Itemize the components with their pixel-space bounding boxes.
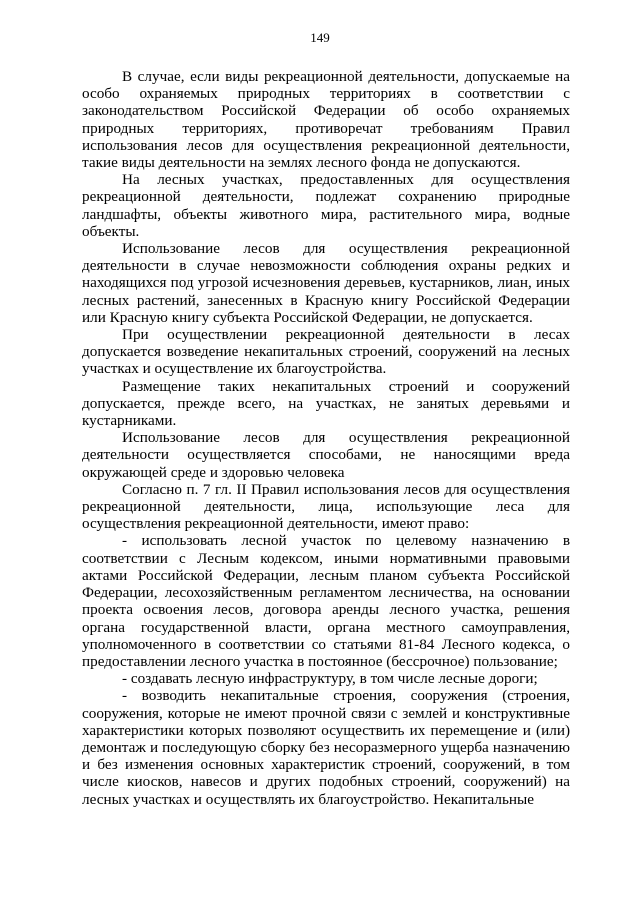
paragraph-7: Согласно п. 7 гл. II Правил использования лесов для осуществления рекреационной деятельности, лица, использующие леса для осуществления рекреационной деятельности, имеют право: (82, 480, 570, 533)
paragraph-1: В случае, если виды рекреационной деятельности, допускаемые на особо охраняемых природных территориях в соответствии с законодательством Российской Федерации об особо охраняемых природных территориях, противоречат требованиям Правил использования лесов для осуществления рекреационной деятельности, такие виды деятельности на землях лесного фонда не допускаются. (82, 68, 570, 172)
list-item-3: - возводить некапитальные строения, сооружения (строения, сооружения, которые не имеют прочной связи с землей и конструктивные характеристики которых позволяют осуществить их перемещение и (или) демонтаж и последующую сборку без несоразмерного ущерба назначению и без изменения основных характеристик строений, сооружений, в том числе киосков, навесов и других подобных строений, сооружений) на лесных участках и осуществлять их благоустройство. Некапитальные (82, 687, 570, 808)
paragraph-3: Использование лесов для осуществления рекреационной деятельности в случае невозможности соблюдения охраны редких и находящихся под угрозой исчезновения деревьев, кустарников, лиан, иных лесных растений, занесенных в Красную книгу Российской Федерации или Красную книгу субъекта Российской Федерации, не допускается. (82, 240, 570, 326)
list-item-2: - создавать лесную инфраструктуру, в том числе лесные дороги; (122, 670, 538, 688)
paragraph-5: Размещение таких некапитальных строений и сооружений допускается, прежде всего, на участках, не занятых деревьями и кустарниками. (82, 377, 570, 430)
list-item-1: - использовать лесной участок по целевому назначению в соответствии с Лесным кодексом, иными нормативными правовыми актами Российской Федерации, лесным планом субъекта Российской Федерации, лесохозяйственным регламентом лесничества, на основании проекта освоения лесов, договора аренды лесного участка, решения органа государственной власти, органа местного самоуправления, уполномоченного в соответствии со статьями 81-84 Лесного кодекса, о предоставлении лесного участка в постоянное (бессрочное) пользование; (82, 532, 570, 670)
paragraph-2: На лесных участках, предоставленных для осуществления рекреационной деятельности, подлежат сохранению природные ландшафты, объекты животного мира, растительного мира, водные объекты. (82, 171, 570, 240)
page-number: 149 (310, 30, 330, 45)
paragraph-4: При осуществлении рекреационной деятельности в лесах допускается возведение некапитальных строений, сооружений на лесных участках и осуществление их благоустройства. (82, 326, 570, 378)
document-body (82, 68, 570, 808)
paragraph-6: Использование лесов для осуществления рекреационной деятельности осуществляется способами, не наносящими вреда окружающей среде и здоровью человека (82, 429, 570, 481)
